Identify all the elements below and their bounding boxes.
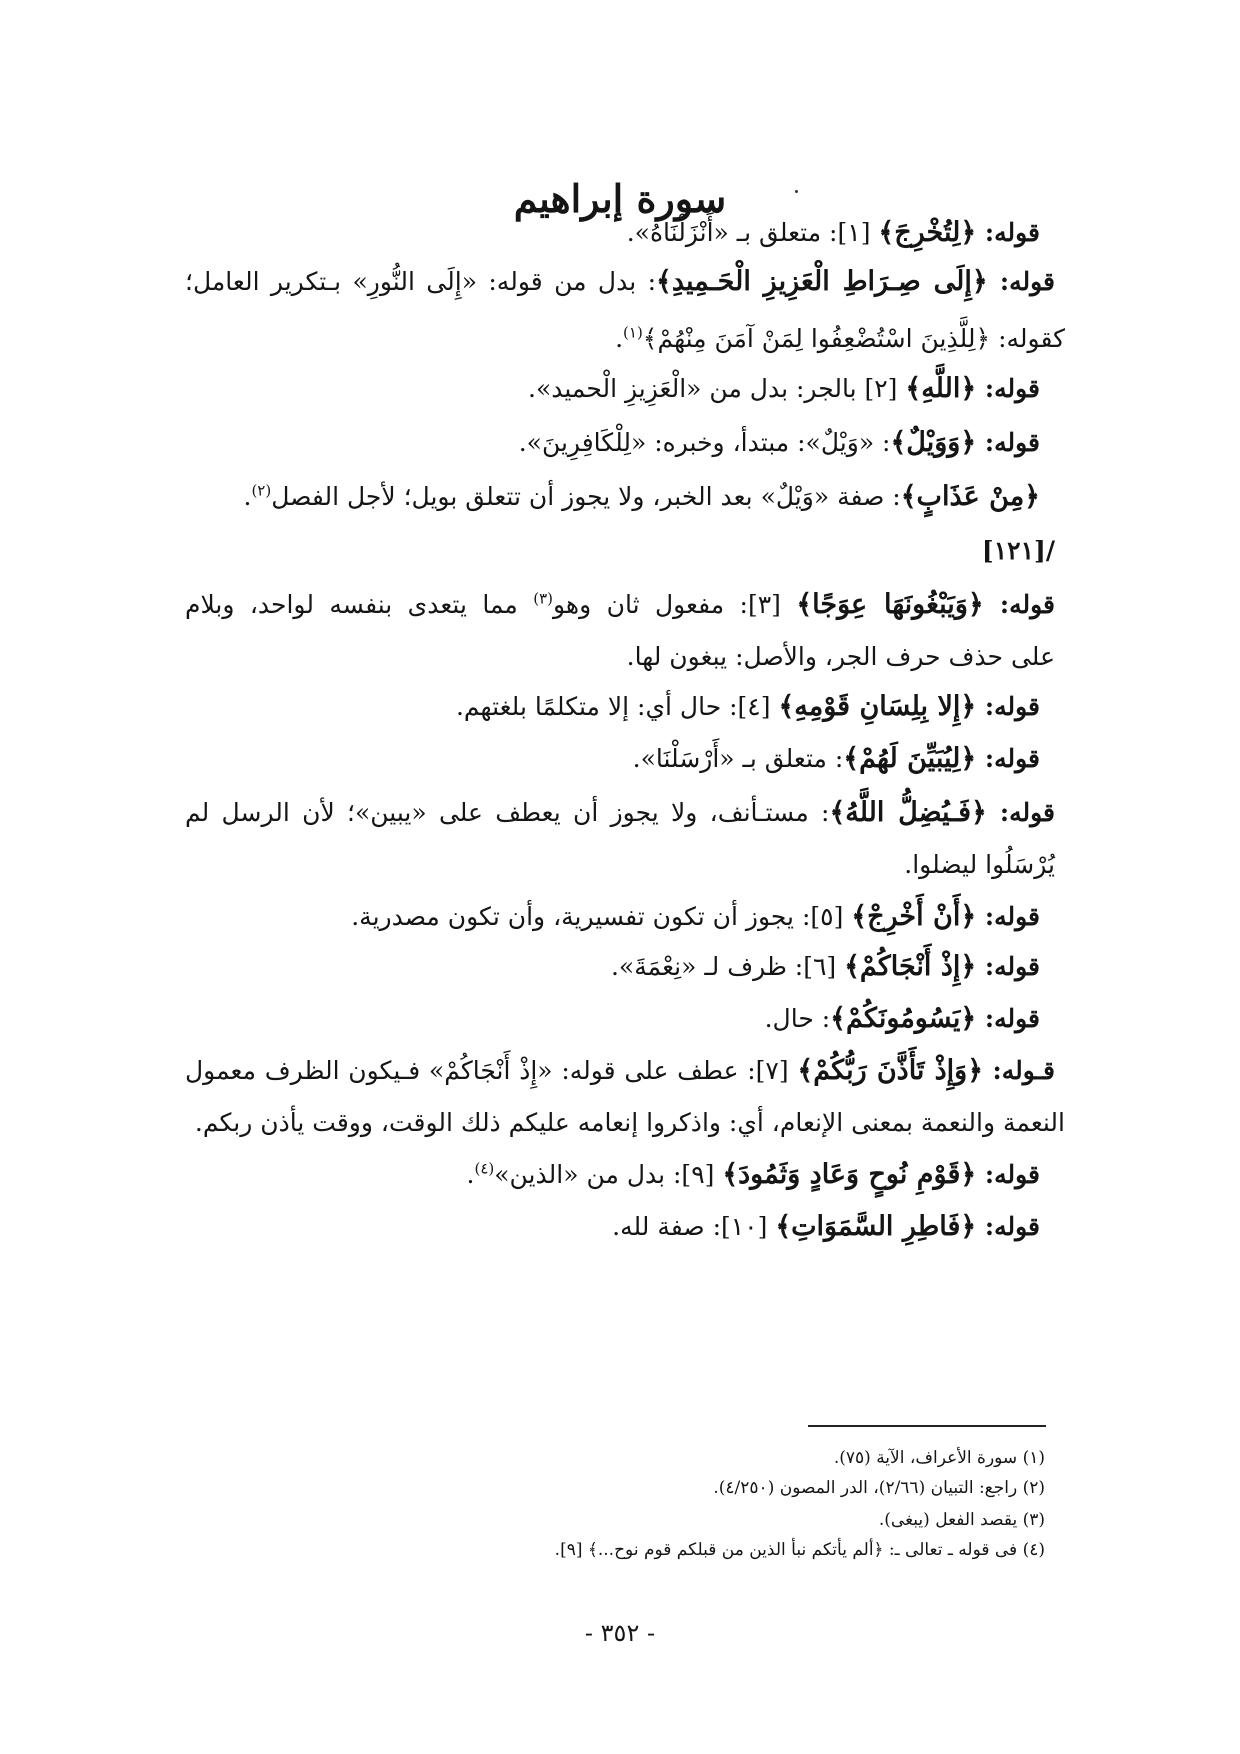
text-line	[185, 214, 1040, 252]
quran-quote: ﴿لِيُبَيِّنَ لَهُمْ﴾	[843, 743, 977, 774]
text-line	[185, 948, 1040, 986]
line-text: على حذف حرف الجر، والأصل: يبغون لها.	[626, 642, 1055, 671]
text-line	[185, 1156, 1040, 1194]
text-line	[185, 794, 1055, 832]
text-line	[185, 688, 1040, 726]
quran-quote: ﴿قَوْمِ نُوحٍ وَعَادٍ وَثَمُودَ﴾	[722, 1159, 977, 1190]
text-line	[200, 846, 1055, 884]
page-title: سورة إبراهيم	[513, 176, 727, 221]
line-text: : مستـأنف، ولا يجوز أن يعطف على «يبين»؛ لأن الرسل لم	[185, 798, 830, 827]
folio-marker	[200, 532, 1055, 570]
quran-quote: ﴿لِتُخْرِجَ﴾	[878, 217, 977, 248]
footnote-ref: (١)	[623, 323, 643, 342]
line-text: [١٠]: صفة لله.	[612, 1212, 776, 1241]
text-line	[185, 898, 1040, 936]
line-text: /[١٢١]	[981, 536, 1055, 565]
text-line	[185, 1104, 1065, 1142]
page-number: - ٣٥٢ -	[584, 1619, 656, 1647]
line-label: قوله:	[986, 798, 1055, 827]
text-line	[185, 740, 1040, 778]
quran-quote: ﴿مِنْ عَذَابٍ﴾	[900, 481, 1040, 512]
text-line	[185, 1208, 1040, 1246]
text-line	[185, 370, 1040, 408]
line-label: قوله:	[976, 1160, 1040, 1189]
line-text: [٧]: عطف على قوله: «إِذْ أَنْجَاكُمْ» فـيكون الظرف معمول	[185, 1056, 798, 1085]
line-text: [٤]: حال أي: إلا متكلمًا بلغتهم.	[455, 692, 779, 721]
line-label: قوله:	[976, 1212, 1040, 1241]
footnote-ref: (٤)	[474, 1159, 495, 1178]
line-label: قوله:	[983, 590, 1055, 619]
line-text: النعمة والنعمة بمعنى الإنعام، أي: واذكروا إنعامه عليكم ذلك الوقت، ووقت يأذن ربكم.	[194, 1108, 1065, 1137]
footnote: (١) سورة الأعراف، الآية (٧٥).	[833, 1448, 1045, 1468]
line-text: [١]: متعلق بـ «أَنْزَلْنَاهُ».	[626, 218, 879, 247]
line-text: [٥]: يجوز أن تكون تفسيرية، وأن تكون مصدرية.	[351, 902, 852, 931]
footnote: (٣) يقصد الفعل (يبغى).	[878, 1510, 1045, 1530]
quran-quote: ﴿اللَّهِ﴾	[905, 373, 977, 404]
footnote-ref: (٣)	[533, 589, 553, 608]
text-line	[185, 263, 1055, 301]
text-line	[185, 320, 1065, 358]
line-text: [٩]: بدل من «الذين»	[494, 1160, 723, 1189]
line-text: : بدل من قوله: «إِلَى النُّورِ» بـتكرير العامل؛	[185, 267, 656, 296]
footnote-ref: (٢)	[251, 481, 272, 500]
text-line	[200, 638, 1055, 676]
text-line	[185, 586, 1055, 624]
quran-quote: ﴿يَسُومُونَكُمْ﴾	[830, 1003, 977, 1034]
text-line	[185, 1052, 1055, 1090]
text-line	[185, 1000, 1040, 1038]
quran-quote: ﴿إِلَى صِـرَاطِ الْعَزِيزِ الْحَـمِيدِ﴾	[656, 266, 988, 297]
quran-quote: ﴿إِلا بِلِسَانِ قَوْمِهِ﴾	[778, 691, 977, 722]
text-line	[160, 478, 1040, 516]
text-line	[185, 424, 1040, 462]
line-text: [٦]: ظرف لـ «نِعْمَةَ».	[610, 952, 845, 981]
line-text: مما يتعدى بنفسه لواحد، وبلام	[185, 590, 534, 619]
footnote: (٤) فى قوله ـ تعالى ـ: ﴿ألم يأتكم نبأ الذين من قبلكم قوم نوح...﴾ [٩].	[554, 1540, 1045, 1560]
quran-quote: ﴿وَإِذْ تَأَذَّنَ رَبُّكُمْ﴾	[797, 1055, 984, 1086]
quran-quote: ﴿وَوَيْلٌ﴾	[890, 427, 977, 458]
line-label: قـوله:	[983, 1056, 1055, 1085]
footnote-separator	[808, 1425, 1046, 1427]
line-text: يُرْسَلُوا ليضلوا.	[904, 850, 1055, 879]
line-label: قوله:	[987, 267, 1055, 296]
line-label: قوله:	[976, 692, 1040, 721]
quran-quote: ﴿أَنْ أَخْرِجْ﴾	[851, 901, 977, 932]
line-text: : «وَيْلٌ»: مبتدأ، وخبره: «لِلْكَافِرِينَ».	[518, 428, 891, 457]
line-label: قوله:	[976, 952, 1040, 981]
line-text: [٣]: مفعول ثان وهو	[553, 590, 797, 619]
line-label: قوله:	[976, 902, 1040, 931]
line-text: : صفة «وَيْلٌ» بعد الخبر، ولا يجوز أن تتعلق بويل؛ لأجل الفصل	[271, 482, 901, 511]
line-label: قوله:	[976, 218, 1040, 247]
line-text: .	[243, 482, 252, 511]
footnote: (٢) راجع: التبيان (٢/٦٦)، الدر المصون (٤/٢٥٠).	[713, 1478, 1045, 1498]
quran-quote: ﴿إِذْ أَنْجَاكُمْ﴾	[844, 951, 977, 982]
line-text: .	[615, 324, 624, 353]
line-text: : حال.	[764, 1004, 831, 1033]
line-label: قوله:	[976, 428, 1040, 457]
line-label: قوله:	[976, 1004, 1040, 1033]
line-label: قوله:	[976, 744, 1040, 773]
line-text: كقوله: ﴿لِلَّذِينَ اسْتُضْعِفُوا لِمَنْ آمَنَ مِنْهُمْ﴾	[642, 324, 1065, 353]
line-text: .	[466, 1160, 475, 1189]
line-text: : متعلق بـ «أَرْسَلْنَا».	[632, 744, 844, 773]
quran-quote: ﴿فَاطِرِ السَّمَوَاتِ﴾	[775, 1211, 977, 1242]
quran-quote: ﴿فَـيُضِلُّ اللَّهُ﴾	[829, 797, 987, 828]
line-label: قوله:	[976, 374, 1040, 403]
quran-quote: ﴿وَيَبْغُونَهَا عِوَجًا﴾	[796, 589, 984, 620]
line-text: [٢] بالجر: بدل من «الْعَزِيزِ الْحميد».	[528, 374, 906, 403]
